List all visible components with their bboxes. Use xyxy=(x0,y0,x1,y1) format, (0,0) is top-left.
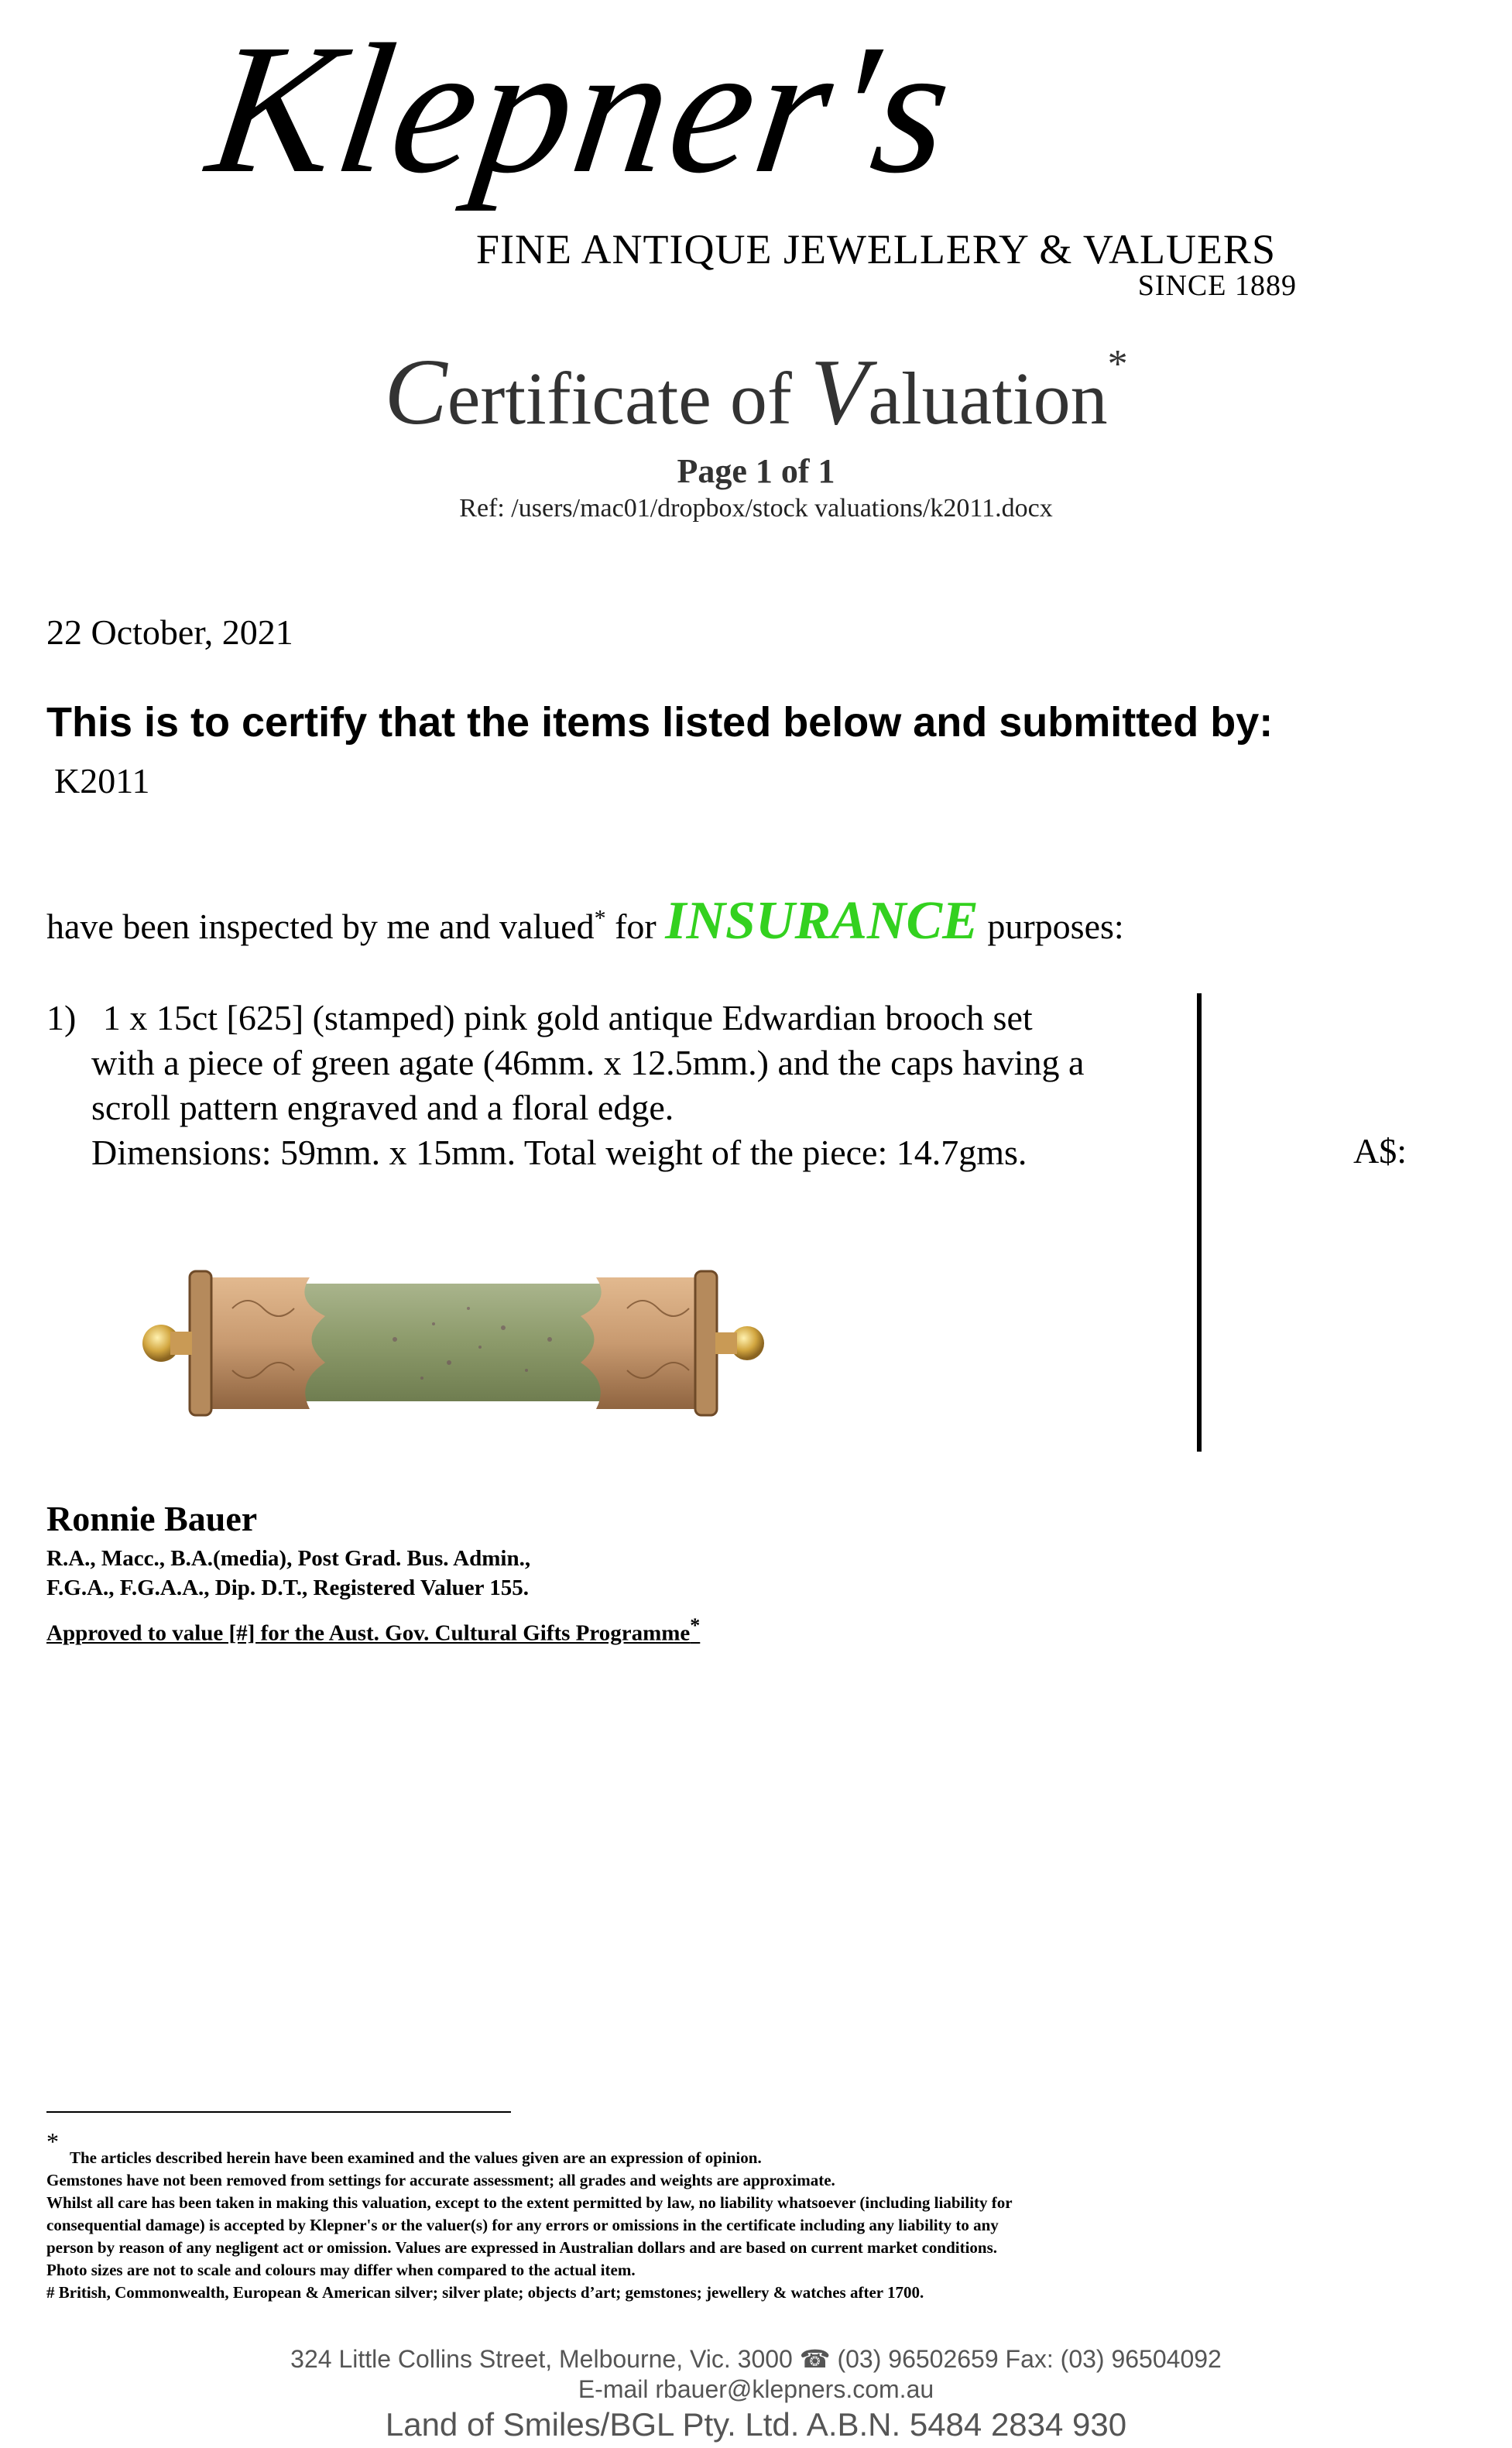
footnote-text xyxy=(46,2147,1223,2304)
item-line-3: scroll pattern engraved and a floral edge. xyxy=(91,1088,674,1127)
brooch-photo xyxy=(116,1254,790,1432)
submitter-id: K2011 xyxy=(54,761,150,801)
item-line-4: Dimensions: 59mm. x 15mm. Total weight of the piece: 14.7gms. xyxy=(91,1133,1027,1172)
title-asterisk: * xyxy=(1107,342,1128,386)
inspected-for: for xyxy=(605,907,666,946)
right-edge xyxy=(695,1271,717,1415)
footnote-asterisk: * xyxy=(46,2127,59,2155)
footnote-line: Photo sizes are not to scale and colours may differ when compared to the actual item. xyxy=(46,2261,636,2279)
valuer-approval-text: Approved to value [#] for the Aust. Gov. Cultural Gifts Programme xyxy=(46,1620,691,1646)
column-divider xyxy=(1197,993,1202,1452)
valuer-approval xyxy=(46,1614,700,1647)
footnote-line: person by reason of any negligent act or omission. Values are expressed in Australian dollars and are based on current market conditions. xyxy=(46,2238,998,2257)
certify-heading: This is to certify that the items listed below and submitted by: xyxy=(46,699,1274,746)
certificate-title xyxy=(0,341,1512,444)
item-line-1-text: 1 x 15ct [625] (stamped) pink gold antique Edwardian brooch set xyxy=(102,998,1033,1037)
agate-body xyxy=(271,1284,635,1401)
insurance-purpose: INSURANCE xyxy=(665,891,979,951)
footnote-line: consequential damage) is accepted by Klepner's or the valuer(s) for any errors or omissions in the certificate including any liability to any xyxy=(46,2216,999,2234)
item-line-1 xyxy=(46,996,1192,1041)
title-initial-v: V xyxy=(810,340,869,444)
left-edge xyxy=(190,1271,211,1415)
logo-script: Klepner's xyxy=(198,5,966,211)
valuer-credentials-2: F.G.A., F.G.A.A., Dip. D.T., Registered Valuer 155. xyxy=(46,1575,530,1600)
inspected-before: have been inspected by me and valued xyxy=(46,907,595,946)
inspected-asterisk: * xyxy=(594,905,606,931)
valuer-credentials-1: R.A., Macc., B.A.(media), Post Grad. Bus. Admin., xyxy=(46,1546,531,1571)
footnote-line: # British, Commonwealth, European & American silver; silver plate; objects d’art; gemstones; jewellery & watches after 1700. xyxy=(46,2283,924,2302)
page-number: Page 1 of 1 xyxy=(677,452,835,490)
item-number: 1) xyxy=(46,998,77,1037)
approval-asterisk: * xyxy=(690,1614,701,1637)
inspected-statement xyxy=(46,890,1124,952)
title-part1: ertificate of xyxy=(447,357,811,440)
valuation-date: 22 October, 2021 xyxy=(46,612,293,652)
footer-email: E-mail rbauer@klepners.com.au xyxy=(578,2375,934,2403)
left-neck xyxy=(170,1332,192,1355)
footnote-line: The articles described herein have been examined and the values given are an expression of opinion. xyxy=(70,2148,762,2167)
footer-company: Land of Smiles/BGL Pty. Ltd. A.B.N. 5484 2834 930 xyxy=(385,2406,1127,2443)
right-neck xyxy=(715,1332,737,1354)
currency-label: A$: xyxy=(1353,1131,1407,1171)
footnote-line: Gemstones have not been removed from settings for accurate assessment; all grades and weights are approximate. xyxy=(46,2171,835,2189)
reference-path: Ref: /users/mac01/dropbox/stock valuations/k2011.docx xyxy=(459,494,1053,523)
logo-tagline: FINE ANTIQUE JEWELLERY & VALUERS xyxy=(476,226,1276,273)
item-description xyxy=(46,996,1192,1175)
item-line-2: with a piece of green agate (46mm. x 12.5mm.) and the caps having a xyxy=(91,1043,1085,1082)
footnote-line: Whilst all care has been taken in making this valuation, except to the extent permitted by law, no liability whatsoever (including liability for xyxy=(46,2193,1013,2212)
inspected-after: purposes: xyxy=(978,907,1124,946)
title-initial-c: C xyxy=(384,340,447,444)
footnote-rule xyxy=(46,2111,511,2113)
footer-address: 324 Little Collins Street, Melbourne, Vic. 3000 ☎ (03) 96502659 Fax: (03) 96504092 xyxy=(290,2345,1222,2373)
valuer-name: Ronnie Bauer xyxy=(46,1499,258,1538)
title-part2: aluation xyxy=(868,357,1108,440)
logo-since: SINCE 1889 xyxy=(1137,269,1297,302)
